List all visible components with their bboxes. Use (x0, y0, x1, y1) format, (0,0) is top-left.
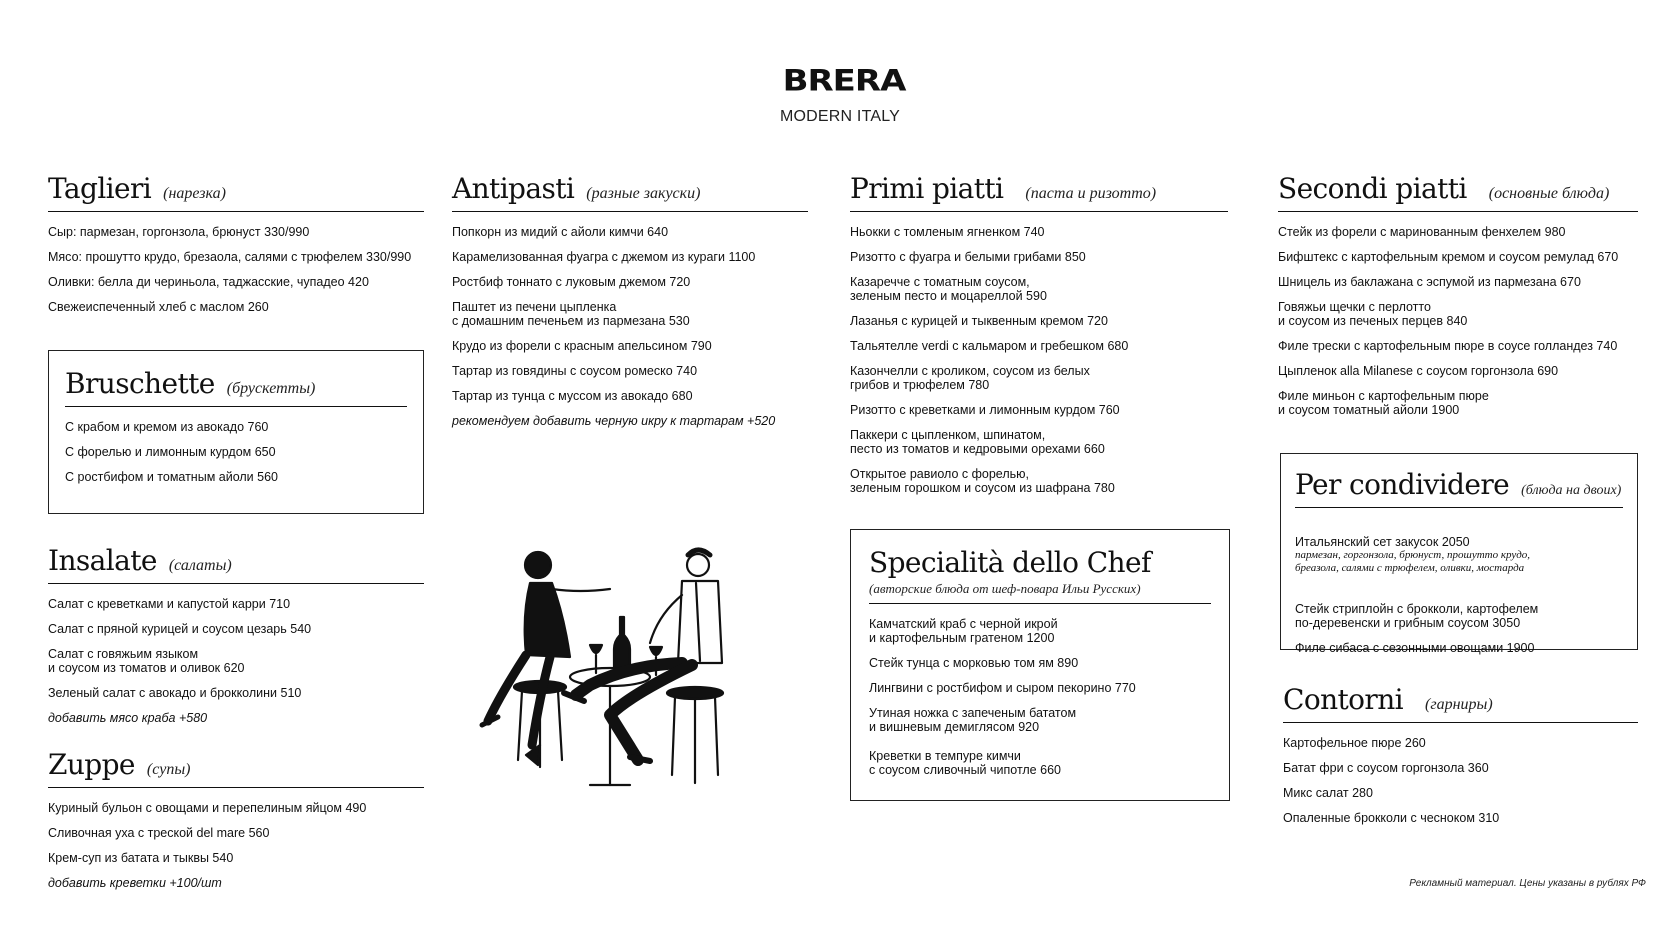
menu-item: Стейк из форели с маринованным фенхелем 980 (1278, 225, 1566, 239)
menu-item: Куриный бульон с овощами и перепелиным яйцом 490 (48, 801, 367, 815)
section-title: Secondi piatti (1278, 172, 1467, 205)
menu-list (1283, 736, 1638, 825)
section-bruschette (48, 350, 424, 514)
menu-item: Карамелизованная фуагра с джемом из кураги 1100 (452, 250, 756, 264)
menu-item: Цыпленок alla Milanese с соусом горгонзола 690 (1278, 364, 1559, 378)
section-title: Primi piatti (850, 172, 1004, 205)
section-subtitle: (супы) (146, 761, 191, 778)
menu-item: Батат фри с соусом горгонзола 360 (1283, 761, 1489, 775)
menu-item: Лазанья с курицей и тыквенным кремом 720 (850, 314, 1108, 328)
section-header (48, 172, 424, 212)
menu-item: Говяжьи щечки с перлотто и соусом из печеных перцев 840 (1278, 300, 1468, 328)
menu-item (1295, 521, 1623, 589)
section-title: Antipasti (452, 172, 575, 205)
menu-item: Филе трески с картофельным пюре в соусе голландез 740 (1278, 339, 1618, 353)
menu-item: Паштет из печени цыпленка с домашним печеньем из пармезана 530 (452, 300, 690, 328)
menu-item: Шницель из баклажана с эспумой из пармезана 670 (1278, 275, 1581, 289)
section-header (869, 546, 1211, 604)
section-title: Zuppe (48, 748, 135, 781)
section-antipasti (452, 172, 808, 428)
section-header (850, 172, 1228, 212)
section-title-row (869, 546, 1211, 579)
menu-list (452, 225, 808, 428)
menu-item: Ньокки с томленым ягненком 740 (850, 225, 1045, 239)
menu-item: Крудо из форели с красным апельсином 790 (452, 339, 712, 353)
logo-wordmark: BRERA (782, 64, 906, 94)
section-title: Insalate (48, 544, 157, 577)
menu-note: добавить мясо краба +580 (48, 711, 208, 725)
menu-item: С крабом и кремом из авокадо 760 (65, 420, 269, 434)
menu-list (1278, 225, 1638, 417)
section-taglieri (48, 172, 424, 314)
menu-item: Филе миньон с картофельным пюре и соусом томатный айоли 1900 (1278, 389, 1489, 417)
menu-item: Паккери с цыпленком, шпинатом, песто из томатов и кедровыми орехами 660 (850, 428, 1105, 456)
section-subtitle: (разные закуски) (586, 185, 701, 202)
section-subtitle: (авторские блюда от шеф-повара Ильи Русских) (869, 581, 1141, 596)
menu-item: Свежеиспеченный хлеб с маслом 260 (48, 300, 269, 314)
menu-item: Крем-суп из батата и тыквы 540 (48, 851, 234, 865)
menu-item: Лингвини с ростбифом и сыром пекорино 770 (869, 681, 1136, 695)
menu-list (869, 617, 1211, 777)
section-subtitle: (салаты) (168, 557, 232, 574)
tagline: MODERN ITALY (779, 108, 901, 125)
section-contorni (1283, 683, 1638, 825)
menu-item: Бифштекс с картофельным кремом и соусом ремулад 670 (1278, 250, 1619, 264)
section-zuppe (48, 748, 424, 890)
menu-list (1295, 521, 1623, 655)
menu-item: Открытое равиоло с форелью, зеленым горошком и соусом из шафрана 780 (850, 467, 1115, 495)
menu-item: Филе сибаса с сезонными овощами 1900 (1295, 641, 1535, 655)
disclaimer: Рекламный материал. Цены указаны в рублях РФ (1409, 878, 1646, 889)
menu-item: Зеленый салат с авокадо и брокколини 510 (48, 686, 302, 700)
menu-item: Казаречче с томатным соусом, зеленым песто и моцареллой 590 (850, 275, 1047, 303)
section-secondi-piatti (1278, 172, 1638, 417)
section-header (48, 748, 424, 788)
menu-list (48, 801, 424, 890)
menu-note: добавить креветки +100/шт (48, 876, 222, 890)
section-title: Bruschette (65, 367, 215, 400)
menu-item: Опаленные брокколи с чесноком 310 (1283, 811, 1500, 825)
menu-item: Сливочная уха с треской del mare 560 (48, 826, 270, 840)
section-title: Taglieri (48, 172, 152, 205)
section-subtitle: (брускетты) (226, 380, 316, 397)
section-subtitle: (гарниры) (1425, 696, 1493, 713)
section-header (1295, 468, 1623, 508)
section-per-condividere (1280, 453, 1638, 655)
section-title: Specialità dello Chef (869, 546, 1151, 579)
menu-item: Тальятелле verdi с кальмаром и гребешком 680 (850, 339, 1129, 353)
menu-item: Салат с креветками и капустой карри 710 (48, 597, 291, 611)
menu-list (65, 420, 407, 484)
menu-item: Стейк стриплойн с брокколи, картофелем по-деревенски и грибным соусом 3050 (1295, 602, 1539, 630)
menu-item: Микс салат 280 (1283, 786, 1373, 800)
menu-item: Мясо: прошутто крудо, брезаола, салями с трюфелем 330/990 (48, 250, 412, 264)
menu-item: С ростбифом и томатным айоли 560 (65, 470, 278, 484)
brera-logo (738, 64, 950, 94)
menu-item: Утиная ножка с запеченым бататом и вишневым демиглясом 920 (869, 706, 1077, 734)
menu-item: Ризотто с фуагра и белыми грибами 850 (850, 250, 1086, 264)
section-subtitle: (основные блюда) (1488, 185, 1610, 202)
section-chef-specials (850, 529, 1230, 801)
menu-item-title: Итальянский сет закусок 2050 (1295, 535, 1470, 549)
menu-list (48, 597, 424, 725)
menu-item: Тартар из тунца с муссом из авокадо 680 (452, 389, 693, 403)
menu-item: Ризотто с креветками и лимонным курдом 760 (850, 403, 1120, 417)
menu-item: Камчатский краб с черной икрой и картофельным гратеном 1200 (869, 617, 1058, 645)
section-subtitle: (блюда на двоих) (1521, 483, 1622, 498)
section-primi-piatti (850, 172, 1228, 495)
section-subtitle: (паста и ризотто) (1025, 185, 1157, 202)
menu-item: С форелью и лимонным курдом 650 (65, 445, 276, 459)
menu-item: Тартар из говядины с соусом ромеско 740 (452, 364, 698, 378)
menu-item: Попкорн из мидий с айоли кимчи 640 (452, 225, 669, 239)
section-insalate (48, 544, 424, 725)
section-header (1283, 683, 1638, 723)
menu-note: рекомендуем добавить черную икру к тартарам +520 (452, 414, 776, 428)
menu-item: Креветки в темпуре кимчи с соусом сливочный чипотле 660 (869, 749, 1061, 777)
menu-list (48, 225, 424, 314)
menu-item: Ростбиф тоннато с луковым джемом 720 (452, 275, 691, 289)
section-header (65, 367, 407, 407)
menu-item: Казончелли с кроликом, соусом из белых грибов и трюфелем 780 (850, 364, 1090, 392)
section-title: Per condividere (1295, 468, 1510, 501)
menu-list (850, 225, 1228, 495)
section-header (1278, 172, 1638, 212)
section-title: Contorni (1283, 683, 1403, 716)
menu-item: Сыр: пармезан, горгонзола, брюнуст 330/990 (48, 225, 310, 239)
menu-item: Салат с пряной курицей и соусом цезарь 540 (48, 622, 312, 636)
cafe-couple-illustration (460, 545, 790, 820)
menu-item: Картофельное пюре 260 (1283, 736, 1426, 750)
menu-item: Салат с говяжьим языком и соусом из томатов и оливок 620 (48, 647, 245, 675)
menu-item: Оливки: белла ди чериньола, таджасские, чупадео 420 (48, 275, 369, 289)
menu-item: Стейк тунца с морковью том ям 890 (869, 656, 1079, 670)
menu-item-description: пармезан, горгонзола, брюнуст, прошутто крудо, бреазола, салями с трюфелем, оливки, мостарда (1295, 549, 1531, 574)
section-header (48, 544, 424, 584)
section-subtitle: (нарезка) (163, 185, 226, 202)
section-header (452, 172, 808, 212)
